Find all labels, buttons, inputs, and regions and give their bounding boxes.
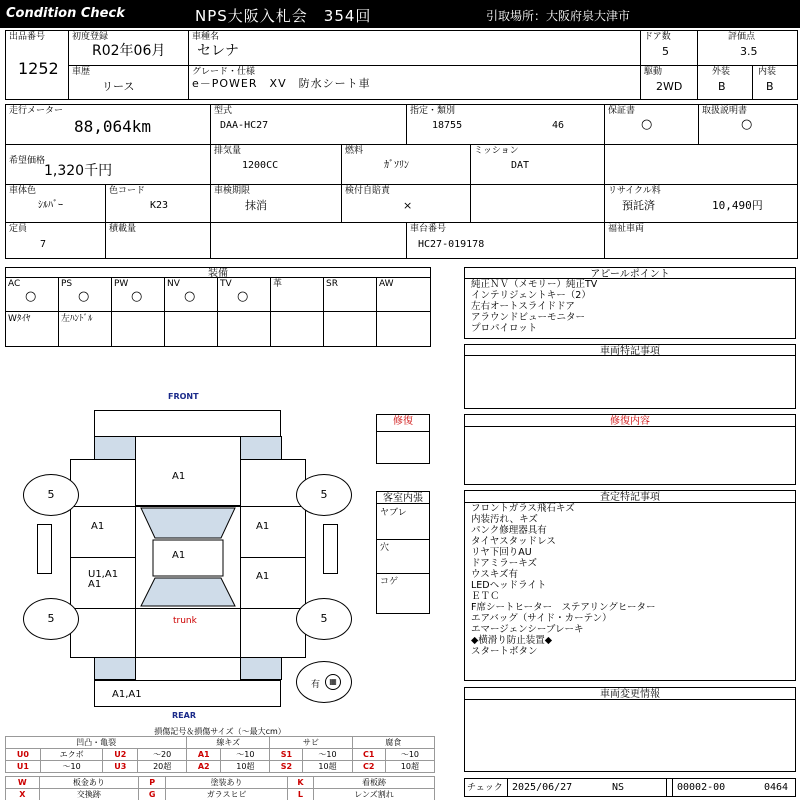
doors: 5 — [662, 45, 669, 58]
model-type: DAA-HC27 — [220, 120, 269, 131]
liability-insurance: × — [403, 199, 413, 212]
legend-code: G — [139, 789, 166, 800]
score-label: 評価点 — [728, 32, 756, 42]
inspection-item: ウスキズ有 — [471, 569, 519, 580]
equip-col-aw: AW — [379, 279, 394, 289]
header-bar — [0, 0, 800, 28]
right-front-door-damage: A1 — [256, 521, 270, 532]
special-notes — [464, 344, 796, 409]
legend-desc: 板金あり — [39, 777, 138, 789]
equip-wtire: Wﾀｲﾔ — [8, 314, 31, 324]
equip-col-tv: TV — [220, 279, 232, 289]
cabin-burn: コゲ — [380, 577, 399, 587]
score: 3.5 — [740, 45, 758, 58]
inspection-item: 内装汚れ、キズ — [471, 514, 538, 525]
mileage: 88,064km — [74, 117, 152, 136]
legend-group-rust: サビ — [270, 737, 352, 749]
inspect-label: 車検期限 — [214, 186, 251, 196]
equip-col-ps: PS — [61, 279, 73, 289]
legend-code: P — [139, 777, 166, 789]
changes-title: 車両変更情報 — [600, 689, 660, 700]
spec-number: 18755 — [432, 120, 463, 131]
legend-code: S1 — [270, 749, 303, 761]
equip-col-ac: AC — [8, 279, 21, 289]
appeal-item: 純正ＮＶ（メモリー）純正TV — [471, 279, 598, 290]
reg-label: 初度登録 — [72, 32, 109, 42]
inspection-title: 査定特記事項 — [600, 492, 660, 503]
legend-desc: 10超 — [221, 761, 270, 773]
windshield-shape — [135, 506, 241, 609]
price: 1,320千円 — [44, 163, 113, 179]
recycle-label: リサイクル料 — [608, 186, 661, 196]
legend-desc: 10超 — [385, 761, 434, 773]
recycle-status: 預託済 — [622, 199, 655, 212]
inspection-item: LEDヘッドライト — [471, 580, 547, 591]
welfare-label: 福祉車両 — [608, 224, 645, 234]
color-code: K23 — [150, 200, 169, 211]
drive: 2WD — [656, 80, 683, 93]
manual-label: 取扱説明書 — [702, 106, 748, 116]
inspection-item: エアバッグ（サイド・カーテン） — [471, 613, 612, 624]
color-label: 車体色 — [9, 186, 37, 196]
inspection-item: エマージェンシーブレーキ — [471, 624, 584, 635]
inspection-item: タイヤスタッドレス — [471, 536, 556, 547]
int-grade: B — [766, 80, 774, 93]
footer-number: 0464 — [764, 782, 789, 793]
equip-col-pw: PW — [114, 279, 129, 289]
legend-desc: エクボ — [40, 749, 102, 761]
repair-content — [464, 414, 796, 485]
price-label: 希望価格 — [9, 156, 46, 166]
check-date: 2025/06/27 — [512, 782, 573, 793]
appeal-item: インテリジェントキー（2） — [471, 290, 591, 301]
inspector: NS — [612, 782, 625, 793]
reg-date: R02年06月 — [92, 43, 166, 59]
mileage-label: 走行メーター — [9, 106, 64, 116]
inspection-expiry: 抹消 — [245, 199, 267, 212]
equipment-title: 装備 — [208, 268, 228, 279]
equip-col-sr: SR — [326, 279, 338, 289]
liability-label: 検付自賠責 — [345, 186, 391, 196]
legend-code: K — [287, 777, 313, 789]
legend-desc: ～10 — [40, 761, 102, 773]
legend-code: W — [6, 777, 40, 789]
equip-col-nv: NV — [167, 279, 180, 289]
cabin-tear: ヤブレ — [380, 508, 407, 518]
ext-label: 外装 — [712, 67, 731, 77]
legend-code: C2 — [352, 761, 385, 773]
spare-icon: ▦ — [325, 674, 341, 690]
cabin-hole: 穴 — [380, 543, 390, 553]
lot-number: 1252 — [18, 59, 59, 78]
tire-rear-left: 5 — [23, 598, 79, 640]
history-label: 車歴 — [72, 67, 91, 77]
title-left: Condition Check — [6, 6, 125, 21]
body-color: ｼﾙﾊﾞｰ — [38, 200, 63, 211]
repair-title: 修復 — [393, 416, 413, 427]
chassis-number: HC27-019178 — [418, 239, 485, 250]
hood-damage: A1 — [172, 471, 186, 482]
appeal-item: 左右オートスライドドア — [471, 301, 575, 312]
tire-rear-right: 5 — [296, 598, 352, 640]
appeal-points — [464, 267, 796, 339]
inspection-item: フロントガラス飛石キズ — [471, 503, 575, 514]
legend-desc: 交換跡 — [39, 789, 138, 800]
legend-desc: 塗装あり — [166, 777, 288, 789]
auction-title: NPS大阪入札会 354回 — [195, 7, 372, 25]
type-label: 型式 — [214, 106, 233, 116]
history: リース — [102, 80, 135, 93]
legend-desc: ～20 — [138, 749, 187, 761]
legend-desc: 看板跡 — [314, 777, 435, 789]
cabin-title: 客室内張 — [383, 493, 423, 504]
legend-code: X — [6, 789, 40, 800]
legend-code: U3 — [103, 761, 138, 773]
vehicle-changes — [464, 687, 796, 772]
recycle-fee: 10,490円 — [712, 199, 763, 212]
appeal-item: アラウンドビューモニター — [471, 312, 586, 323]
spare-tire — [296, 661, 352, 703]
equip-ps-value: ○ — [78, 289, 90, 304]
equip-ac-value: ○ — [25, 289, 37, 304]
inspection-item: パンク修理器具有 — [471, 525, 547, 536]
appeal-item: プロパイロット — [471, 323, 538, 334]
legend-desc: レンズ割れ — [314, 789, 435, 800]
inspection-item: リヤ下回りAU — [471, 547, 532, 558]
legend-code: U1 — [6, 761, 41, 773]
equip-nv-value: ○ — [184, 289, 196, 304]
legend-code: U0 — [6, 749, 41, 761]
legend-group-dent: 凹凸・亀裂 — [6, 737, 187, 749]
legend-code: A1 — [187, 749, 221, 761]
mission-label: ミッション — [474, 146, 519, 156]
equip-pw-value: ○ — [131, 289, 143, 304]
drive-label: 駆動 — [644, 67, 663, 77]
left-front-door-damage: A1 — [91, 521, 105, 532]
inspection-item: スタートボタン — [471, 646, 538, 657]
lot-label: 出品番号 — [9, 32, 46, 42]
equip-tv-value: ○ — [237, 289, 249, 304]
rear-label: REAR — [172, 711, 196, 720]
trunk-label: trunk — [173, 616, 197, 626]
legend-desc: ～10 — [221, 749, 270, 761]
front-label: FRONT — [168, 392, 199, 401]
ext-grade: B — [718, 80, 726, 93]
rear-bumper-damage: A1,A1 — [112, 689, 142, 700]
model-label: 車種名 — [192, 32, 220, 42]
equip-col-leather: 革 — [273, 279, 283, 289]
roof-damage: A1 — [172, 550, 186, 561]
chassis-label: 車台番号 — [410, 224, 447, 234]
warranty-label: 保証書 — [608, 106, 636, 116]
special-title: 車両特記事項 — [600, 346, 660, 357]
cc-label: 排気量 — [214, 146, 242, 156]
inspection-item: ＥＴＣ — [471, 591, 500, 602]
appeal-title: アピールポイント — [590, 269, 670, 280]
legend-desc: 10超 — [303, 761, 352, 773]
equip-left-handle: 左ﾊﾝﾄﾞﾙ — [61, 314, 93, 324]
legend-code: C1 — [352, 749, 385, 761]
legend-code: A2 — [187, 761, 221, 773]
load-label: 積載量 — [109, 224, 137, 234]
legend-desc: ガラスヒビ — [166, 789, 288, 800]
inspection-item: ◆横滑り防止装置◆ — [471, 635, 553, 646]
legend-group-scratch: 線キズ — [187, 737, 270, 749]
tire-front-left: 5 — [23, 474, 79, 516]
spare-label: 有 — [311, 680, 321, 690]
legend-code: U2 — [103, 749, 138, 761]
doors-label: ドア数 — [644, 32, 671, 42]
tire-front-right: 5 — [296, 474, 352, 516]
inspection-item: F席シートヒーター ステアリングヒーター — [471, 602, 656, 613]
model-name: セレナ — [197, 43, 239, 59]
legend-desc: 20超 — [138, 761, 187, 773]
legend-code: L — [287, 789, 313, 800]
fuel: ｶﾞｿﾘﾝ — [384, 160, 409, 171]
fuel-label: 燃料 — [345, 146, 364, 156]
capacity-label: 定員 — [9, 224, 28, 234]
grade-label: グレード・仕様 — [192, 67, 256, 77]
pickup-location: 引取場所：大阪府泉大津市 — [486, 9, 631, 23]
legend-code: S2 — [270, 761, 303, 773]
check-label: チェック — [467, 783, 503, 793]
mission: DAT — [511, 160, 530, 171]
legend-title: 損傷記号＆損傷サイズ（～最大cm） — [154, 727, 286, 736]
cabin-box — [376, 491, 430, 614]
legend-desc: ～10 — [385, 749, 434, 761]
int-label: 内装 — [758, 67, 777, 77]
left-rear-door-damage: U1,A1 A1 — [88, 569, 119, 590]
right-rear-door-damage: A1 — [256, 571, 270, 582]
colorcode-label: 色コード — [109, 186, 146, 196]
capacity: 7 — [40, 239, 47, 250]
legend-desc: ～10 — [303, 749, 352, 761]
manual-value: ○ — [741, 117, 753, 132]
footer-code: 00002-00 — [677, 782, 726, 793]
repair-content-title: 修復内容 — [610, 416, 650, 427]
class-number: 46 — [552, 120, 565, 131]
warranty-value: ○ — [641, 117, 653, 132]
inspection-notes — [464, 490, 796, 681]
legend-group-corrosion: 腐食 — [352, 737, 435, 749]
repair-box — [376, 414, 430, 464]
spec-label: 指定・類別 — [410, 106, 456, 116]
grade: e－POWER XV 防水シート車 — [192, 77, 371, 90]
damage-legend — [5, 727, 435, 800]
displacement: 1200CC — [242, 160, 279, 171]
inspection-item: ドアミラーキズ — [471, 558, 538, 569]
